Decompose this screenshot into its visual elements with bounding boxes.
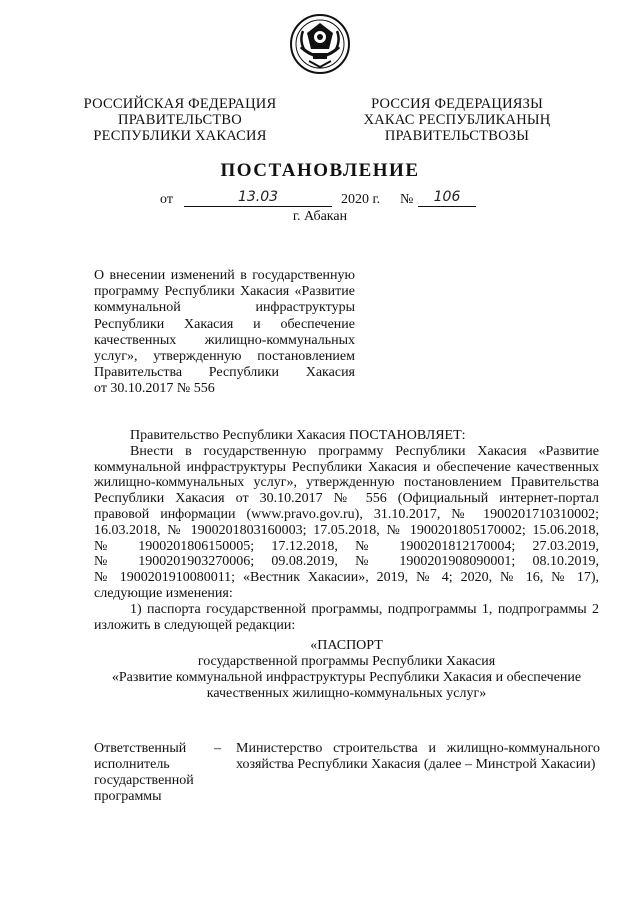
passport-line: качественных жилищно-коммунальных услуг» [206,686,487,701]
responsible-value-line: хозяйства Республики Хакасия (далее – Минстрой Хакасии) [236,757,596,772]
responsible-label-line: государственной [94,773,194,788]
passport-line: государственной программы Республики Хакасия [197,654,496,669]
header-right-line: РОССИЯ ФЕДЕРАЦИЯЗЫ [371,96,543,112]
header-left-line: ПРАВИТЕЛЬСТВО [118,112,242,128]
body-line: коммунальной инфраструктуры Республики Хакасия и обеспечение качественных [94,459,599,475]
coat-of-arms-icon [289,13,351,75]
header-right-line: ХАКАС РЕСПУБЛИКАНЫҢ [363,112,551,128]
date-line [160,189,520,210]
subject-line: качественных жилищно-коммунальных [94,332,355,348]
subject-line: от 30.10.2017 № 556 [94,381,215,397]
header-left [80,96,280,144]
decree-line: Правительство Республики Хакасия ПОСТАНОВЛЯЕТ: [130,428,466,443]
header-right [352,96,562,144]
passport-title: «ПАСПОРТ [310,638,383,653]
body-line: № 1900201903270006; 09.08.2019, № 1900201908090001; 08.10.2019, [94,554,599,570]
passport-heading [94,638,599,702]
subject-line: Республики Хакасия и обеспечение [94,316,355,332]
document-title: ПОСТАНОВЛЕНИЕ [220,160,420,181]
responsible-label-line: программы [94,789,162,804]
body-line: № 1900201910080011; «Вестник Хакасии», 2019, № 4; 2020, № 16, № 17), [94,570,599,586]
subject-line: коммунальной инфраструктуры [94,300,355,316]
subject-line: программу Республики Хакасия «Развитие [94,284,355,300]
city: г. Абакан [292,209,348,224]
subject-line: О внесении изменений в государственную [94,268,355,283]
date-prefix: от [160,192,173,207]
subject-line: услуг», утвержденную постановлением [94,349,355,365]
date-value: 13.03 [184,188,332,207]
body-line: 16.03.2018, № 1900201803160003; 17.05.2018, № 1900201805170002; 15.06.2018, [94,522,599,538]
passport-line: «Развитие коммунальной инфраструктуры Республики Хакасия и обеспечение [111,670,582,685]
body-line: следующие изменения: [94,585,233,601]
body-line: правовой информации (www.pravo.gov.ru), 31.10.2017, № 1900201710310002; [94,506,599,522]
body-line: № 1900201806150005; 17.12.2018, № 1900201812170004; 27.03.2019, [94,538,599,554]
body-line: изложить в следующей редакции: [94,617,296,633]
body-line: 1) паспорта государственной программы, подпрограммы 1, подпрограммы 2 [130,601,599,617]
body-line: Внести в государственную программу Республики Хакасия «Развитие [130,443,599,459]
document-number: 106 [418,188,476,207]
number-label: № [400,192,414,207]
date-year: 2020 г. [341,192,381,207]
responsible-label-line: исполнитель [94,757,170,772]
header-left-line: РЕСПУБЛИКИ ХАКАСИЯ [93,128,267,144]
responsible-dash: – [214,741,221,756]
document-subject [94,268,355,398]
header-right-line: ПРАВИТЕЛЬСТВОЗЫ [384,128,530,144]
body-line: жилищно-коммунальных услуг», утвержденную постановлением Правительства [94,475,599,491]
header-left-line: РОССИЙСКАЯ ФЕДЕРАЦИЯ [83,96,277,112]
document-body [94,428,599,633]
responsible-value [236,741,600,773]
body-line: Республики Хакасия от 30.10.2017 № 556 (Официальный интернет-портал [94,491,599,507]
subject-line: Правительства Республики Хакасия [94,365,355,381]
responsible-label [94,741,204,805]
responsible-value-line: Министерство строительства и жилищно-коммунального [236,741,600,756]
responsible-label-line: Ответственный [94,741,187,756]
